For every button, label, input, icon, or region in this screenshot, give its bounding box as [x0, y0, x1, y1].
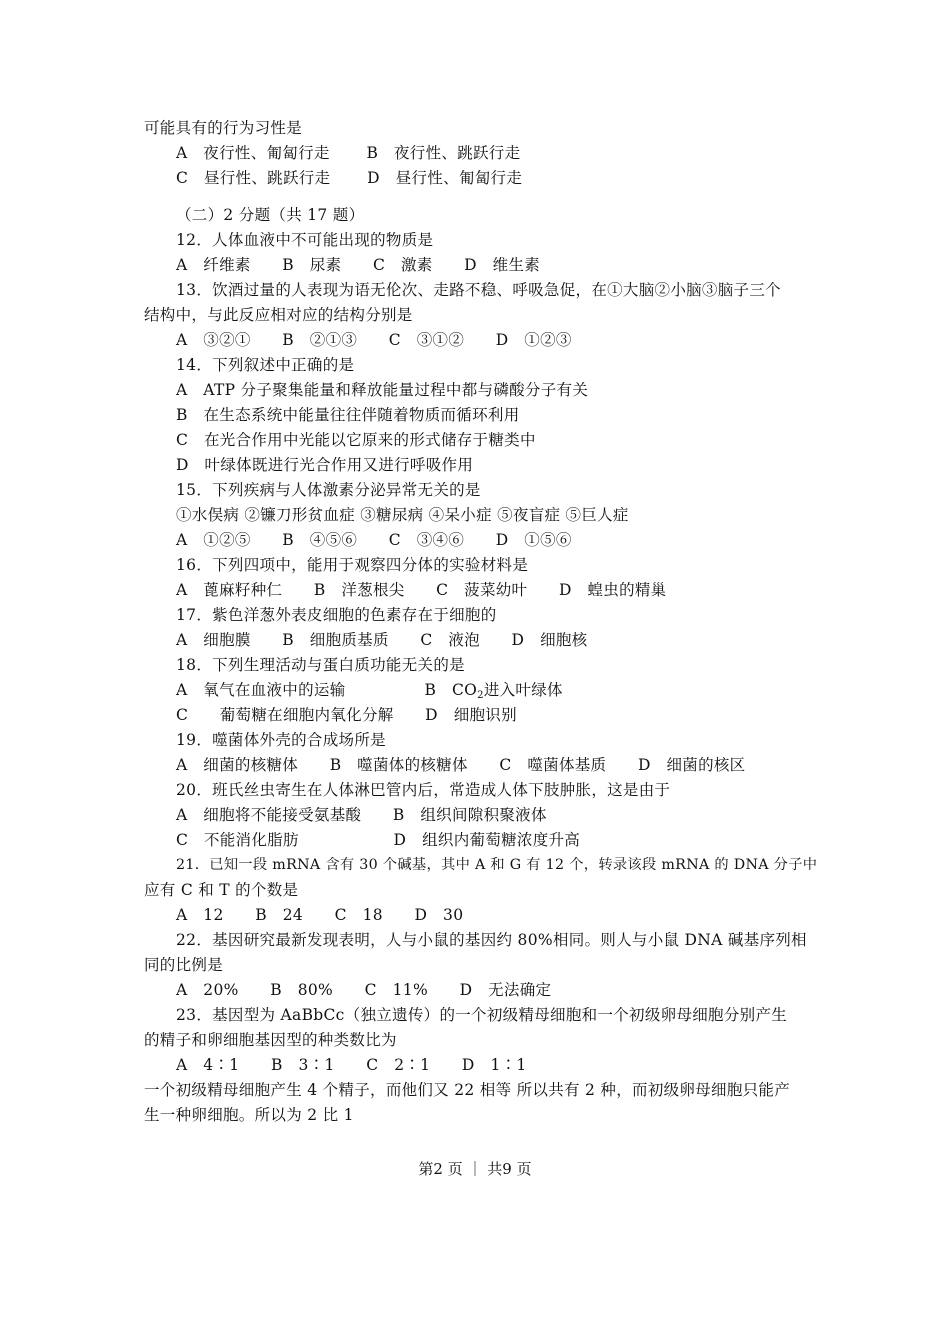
question-12: 12．人体血液中不可能出现的物质是 — [176, 231, 434, 249]
option-line: A 12 B 24 C 18 D 30 — [176, 906, 464, 924]
option-line: C 葡萄糖在细胞内氧化分解 D 细胞识别 — [176, 706, 517, 724]
option-line: C 在光合作用中光能以它原来的形式储存于糖类中 — [176, 431, 536, 449]
explanation-line: 一个初级精母细胞产生 4 个精子，而他们又 22 相等 所以共有 2 种，而初级卵母细胞只能产 — [144, 1081, 791, 1099]
text-line: 的精子和卵细胞基因型的种类数比为 — [144, 1031, 397, 1049]
option-text: 进入叶绿体 — [483, 681, 563, 699]
option-line: A 夜行性、匍匐行走 B 夜行性、跳跃行走 — [176, 144, 521, 162]
option-line: A ATP 分子聚集能量和释放能量过程中都与磷酸分子有关 — [176, 381, 589, 399]
text-line: 应有 C 和 T 的个数是 — [144, 881, 299, 899]
option-line: A 4∶1 B 3∶1 C 2∶1 D 1∶1 — [176, 1056, 527, 1074]
option-line: D 叶绿体既进行光合作用又进行呼吸作用 — [176, 456, 474, 474]
question-15: 15．下列疾病与人体激素分泌异常无关的是 — [176, 481, 481, 499]
explanation-line: 生一种卵细胞。所以为 2 比 1 — [144, 1106, 354, 1124]
question-14: 14．下列叙述中正确的是 — [176, 356, 355, 374]
text-line: 结构中，与此反应相对应的结构分别是 — [144, 306, 413, 324]
question-13: 13．饮酒过量的人表现为语无伦次、走路不稳、呼吸急促，在①大脑②小脑③脑子三个 — [176, 281, 781, 299]
option-line: C 昼行性、跳跃行走 D 昼行性、匍匐行走 — [176, 169, 523, 187]
option-line: A 细菌的核糖体 B 噬菌体的核糖体 C 噬菌体基质 D 细菌的核区 — [176, 756, 746, 774]
question-16: 16．下列四项中，能用于观察四分体的实验材料是 — [176, 556, 529, 574]
option-line — [176, 678, 563, 702]
option-line: A 纤维素 B 尿素 C 激素 D 维生素 — [176, 256, 541, 274]
option-line: A ③②① B ②①③ C ③①② D ①②③ — [176, 331, 572, 349]
question-23: 23．基因型为 AaBbCc（独立遗传）的一个初级精母细胞和一个初级卵母细胞分别产生 — [176, 1006, 788, 1024]
question-22: 22．基因研究最新发现表明，人与小鼠的基因约 80%相同。则人与小鼠 DNA 碱基序列相 — [176, 931, 807, 949]
question-17: 17．紫色洋葱外表皮细胞的色素存在于细胞的 — [176, 606, 497, 624]
text-line: 可能具有的行为习性是 — [144, 119, 303, 137]
page-footer: 第2 页 ｜ 共9 页 — [418, 1160, 532, 1178]
option-line: B 在生态系统中能量往往伴随着物质而循环利用 — [176, 406, 520, 424]
section-heading: （二）2 分题（共 17 题） — [176, 206, 365, 224]
question-21: 21．已知一段 mRNA 含有 30 个碱基，其中 A 和 G 有 12 个，转录该段 mRNA 的 DNA 分子中 — [176, 857, 818, 873]
option-line: A ①②⑤ B ④⑤⑥ C ③④⑥ D ①⑤⑥ — [176, 531, 572, 549]
option-text: A 氧气在血液中的运输 B CO — [176, 681, 478, 699]
subscript-text: 2 — [477, 690, 484, 701]
option-line: A 细胞膜 B 细胞质基质 C 液泡 D 细胞核 — [176, 631, 588, 649]
option-line: A 蓖麻籽种仁 B 洋葱根尖 C 菠菜幼叶 D 蝗虫的精巢 — [176, 581, 667, 599]
option-line: A 20% B 80% C 11% D 无法确定 — [176, 981, 552, 999]
question-19: 19．噬菌体外壳的合成场所是 — [176, 731, 386, 749]
option-line: A 细胞将不能接受氨基酸 B 组织间隙积聚液体 — [176, 806, 547, 824]
question-20: 20．班氏丝虫寄生在人体淋巴管内后，常造成人体下肢肿胀，这是由于 — [176, 781, 671, 799]
text-line: ①水俣病 ②镰刀形贫血症 ③糖尿病 ④呆小症 ⑤夜盲症 ⑤巨人症 — [176, 506, 629, 524]
option-line: C 不能消化脂肪 D 组织内葡萄糖浓度升高 — [176, 831, 581, 849]
text-line: 同的比例是 — [144, 956, 224, 974]
question-18: 18．下列生理活动与蛋白质功能无关的是 — [176, 656, 465, 674]
